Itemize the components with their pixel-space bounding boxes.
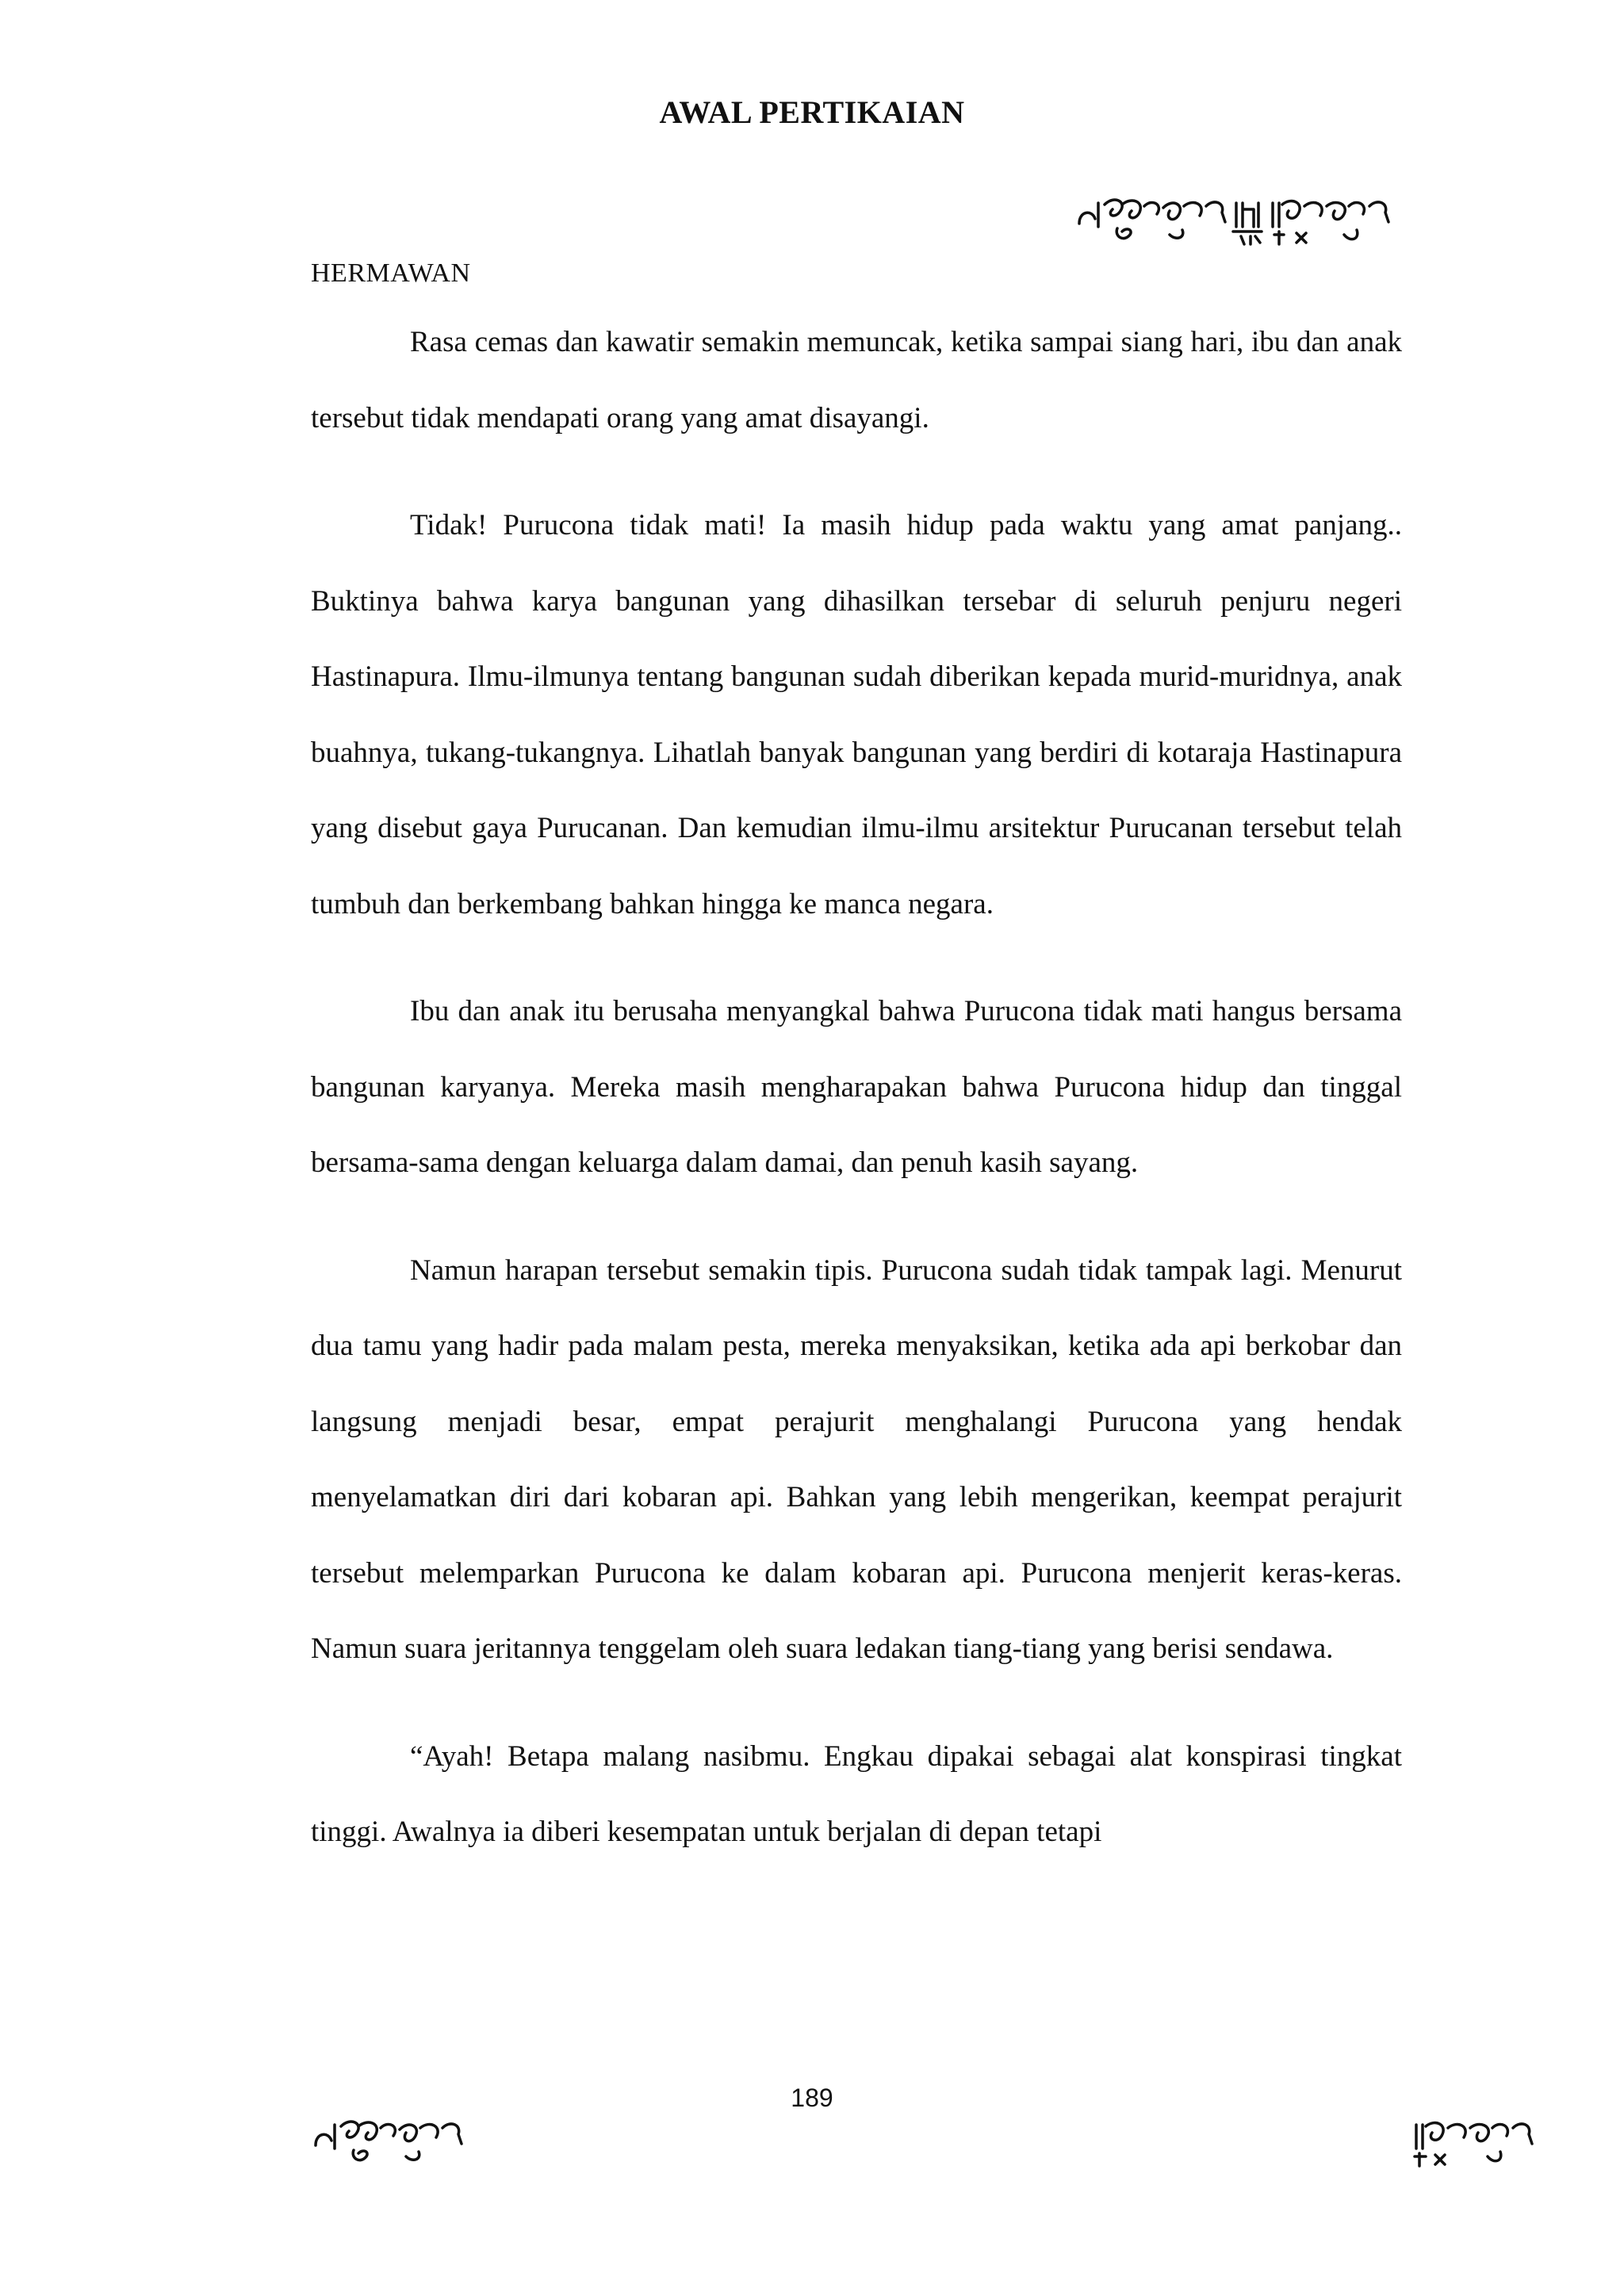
author-name: HERMAWAN (311, 258, 471, 288)
javanese-script-footer-right-ornament (1411, 2109, 1570, 2172)
paragraph: “Ayah! Betapa malang nasibmu. Engkau dipakai sebagai alat konspirasi tingkat tinggi. Awalnya ia diberi kesempatan untuk berjalan di depan tetapi (311, 1739, 1402, 1848)
page-number: 189 (791, 2084, 833, 2112)
chapter-title: AWAL PERTIKAIAN (659, 94, 965, 130)
paragraph: Ibu dan anak itu berusaha menyangkal bahwa Purucona tidak mati hangus bersama bangunan karyanya. Mereka masih mengharapakan bahwa Purucona hidup dan tinggal bersama-sama dengan keluarga dalam damai, dan penuh kasih sayang. (311, 995, 1402, 1179)
body-text (311, 304, 1402, 1902)
paragraph: Tidak! Purucona tidak mati! Ia masih hidup pada waktu yang amat panjang.. Buktinya bahwa karya bangunan yang dihasilkan tersebar di seluruh penjuru negeri Hastinapura. Ilmu-ilmunya tentang bangunan sudah diberikan kepada murid-muridnya, anak buahnya, tukang-tukangnya. Lihatlah banyak bangunan yang berdiri di kotaraja Hastinapura yang disebut gaya Purucanan. Dan kemudian ilmu-ilmu arsitektur Purucanan tersebut telah tumbuh dan berkembang bahkan hingga ke manca negara. (311, 509, 1402, 920)
paragraph: Rasa cemas dan kawatir semakin memuncak, ketika sampai siang hari, ibu dan anak tersebut tidak mendapati orang yang amat disayangi. (311, 326, 1402, 434)
javanese-script-footer-left-ornament (311, 2109, 493, 2172)
paragraph: Namun harapan tersebut semakin tipis. Purucona sudah tidak tampak lagi. Menurut dua tamu yang hadir pada malam pesta, mereka menyaksikan, ketika ada api berkobar dan langsung menjadi besar, empat perajurit menghalangi Purucona yang hendak menyelamatkan diri dari kobaran api. Bahkan yang lebih mengerikan, keempat perajurit tersebut melemparkan Purucona ke dalam kobaran api. Purucona menjerit keras-keras. Namun suara jeritannya tenggelam oleh suara ledakan tiang-tiang yang berisi sendawa. (311, 1253, 1402, 1665)
javanese-script-header-ornament (1074, 187, 1408, 251)
